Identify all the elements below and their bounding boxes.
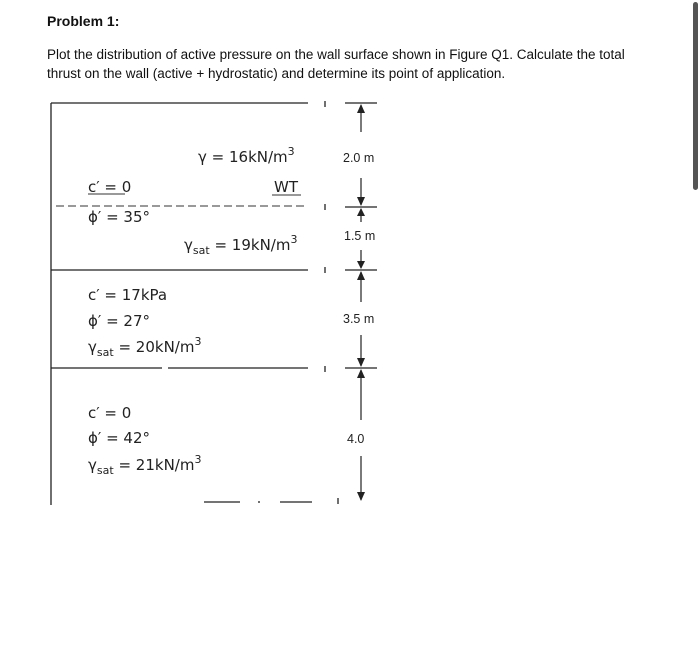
layer3-friction-angle: ϕ′ = 42° xyxy=(88,429,150,447)
problem-statement: Plot the distribution of active pressure on the wall surface shown in Figure Q1. Calculate the total thrust on the wall (active + hydrostatic) and determine its point of application. xyxy=(47,47,625,81)
layer3-cohesion: c′ = 0 xyxy=(88,404,132,422)
layer2-sat-unit-weight: $\gamma_{sat} = 20kN/m^3$ xyxy=(88,335,202,359)
layer1-unit-weight: $\gamma = 16kN/m^3$ xyxy=(198,145,295,166)
dimension-label-4: 4.0 xyxy=(347,432,365,446)
layer1-cohesion: c′ = 0 xyxy=(88,178,132,196)
layer2-friction-angle: ϕ′ = 27° xyxy=(88,312,150,330)
dimension-label-3: 3.5 m xyxy=(343,312,375,326)
layer3-sat-unit-weight: $\gamma_{sat} = 21kN/m^3$ xyxy=(88,453,202,477)
layer1-friction-angle: ϕ′ = 35° xyxy=(88,208,150,226)
dimension-label-2: 1.5 m xyxy=(344,229,376,243)
problem-heading: Problem 1: xyxy=(47,13,120,29)
layer2-cohesion: c′ = 17kPa xyxy=(88,286,168,304)
water-table-label: WT xyxy=(274,178,298,196)
dimension-label-1: 2.0 m xyxy=(343,151,375,165)
scrollbar[interactable] xyxy=(693,2,698,190)
layer1-sat-unit-weight: $\gamma_{sat} = 19kN/m^3$ xyxy=(184,233,298,257)
